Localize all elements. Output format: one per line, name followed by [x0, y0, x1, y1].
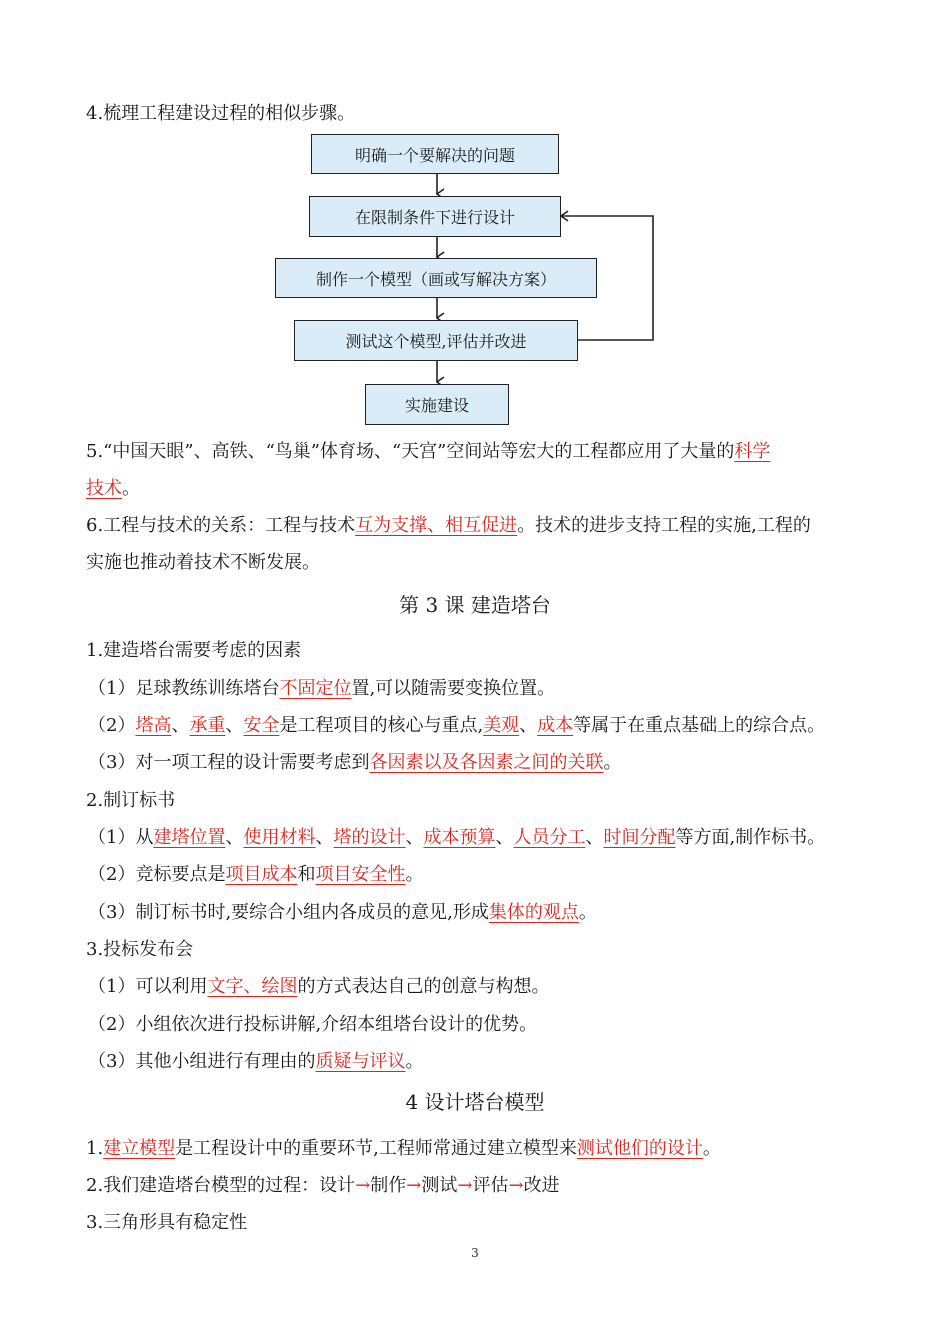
p2-make: 制作	[370, 1175, 407, 1196]
s2b-and: 和	[297, 864, 316, 885]
answer-relations: 各因素以及各因素之间的关联	[369, 752, 604, 773]
lesson-3-s3c	[88, 1049, 423, 1075]
answer-staffing: 人员分工	[513, 827, 586, 848]
p1-end: 。	[702, 1138, 721, 1159]
p2-test: 测试	[421, 1175, 458, 1196]
answer-load: 承重	[189, 715, 226, 736]
sep: 、	[315, 827, 334, 848]
item-6-rest: 。技术的进步支持工程的实施,工程的	[517, 515, 811, 536]
flow-step-3: 制作一个模型（画或写解决方案）	[275, 258, 597, 298]
lesson-3-s2: 2.制订标书	[86, 790, 176, 811]
s1b-num: （2）	[88, 715, 136, 736]
red-arrow-icon: →	[457, 1175, 473, 1196]
lesson-3-s1: 1.建造塔台需要考虑的因素	[86, 640, 302, 661]
red-arrow-icon: →	[355, 1175, 371, 1196]
answer-cost: 成本	[537, 715, 574, 736]
item-5-line-1	[86, 439, 770, 465]
item-6-line-2: 实施也推动着技术不断发展。	[86, 552, 320, 573]
flow-step-2: 在限制条件下进行设计	[309, 196, 561, 237]
s3a-text: （1）可以利用	[88, 976, 208, 997]
answer-tower-height: 塔高	[135, 715, 172, 736]
item-6-line-1	[86, 513, 811, 539]
answer-project-safety: 项目安全性	[315, 864, 406, 885]
answer-tower-design: 塔的设计	[333, 827, 406, 848]
p1-num: 1.	[86, 1138, 104, 1159]
s3c-text: （3）其他小组进行有理由的	[88, 1051, 316, 1072]
item-4: 4.梳理工程建设过程的相似步骤。	[86, 103, 356, 124]
answer-not-fixed: 不固定位	[279, 678, 352, 699]
item-6-text: 6.工程与技术的关系：工程与技术	[86, 515, 356, 536]
answer-collective-view: 集体的观点	[488, 902, 579, 923]
answer-materials: 使用材料	[243, 827, 316, 848]
answer-question-review: 质疑与评议	[315, 1051, 406, 1072]
lesson-3-s2a	[88, 825, 825, 851]
item-5-text: 5.“中国天眼”、高铁、“鸟巢”体育场、“天宫”空间站等宏大的工程都应用了大量的	[86, 441, 735, 462]
red-arrow-icon: →	[406, 1175, 422, 1196]
answer-site: 建塔位置	[153, 827, 226, 848]
s2b-end: 。	[405, 864, 424, 885]
answer-safety: 安全	[243, 715, 280, 736]
item-5-end: 。	[122, 478, 140, 499]
s2b-text: （2）竞标要点是	[88, 864, 226, 885]
lesson-3-s1c	[88, 750, 621, 776]
s1a-text: （1）足球教练训练塔台	[88, 678, 280, 699]
answer-build-model: 建立模型	[103, 1138, 176, 1159]
lesson-3-s2b	[88, 862, 423, 888]
answer-budget: 成本预算	[423, 827, 496, 848]
answer-mutual-support: 互为支撑、相互促进	[355, 515, 518, 536]
flow-step-4: 测试这个模型,评估并改进	[294, 320, 578, 361]
p1-mid: 是工程设计中的重要环节,工程师常通过建立模型来	[175, 1138, 577, 1159]
lesson-3-s3b: （2）小组依次进行投标讲解,介绍本组塔台设计的优势。	[88, 1014, 538, 1035]
sep: 、	[171, 715, 190, 736]
sep: 、	[405, 827, 424, 848]
s2c-text: （3）制订标书时,要综合小组内各成员的意见,形成	[88, 902, 489, 923]
item-5-line-2	[86, 476, 140, 502]
flow-step-1: 明确一个要解决的问题	[311, 134, 559, 174]
sep: 、	[225, 827, 244, 848]
lesson-4-p1	[86, 1136, 721, 1162]
sep: 、	[585, 827, 604, 848]
p2-improve: 改进	[523, 1175, 560, 1196]
sep: 、	[519, 715, 538, 736]
s2a-text: （1）从	[88, 827, 154, 848]
s1c-end: 。	[603, 752, 622, 773]
lesson-4-p3: 3.三角形具有稳定性	[86, 1212, 248, 1233]
page-number: 3	[471, 1246, 479, 1260]
s3c-end: 。	[405, 1051, 424, 1072]
lesson-4-p2	[86, 1173, 560, 1199]
s1a-rest: 置,可以随需要变换位置。	[351, 678, 556, 699]
s3a-rest: 的方式表达自己的创意与构想。	[297, 976, 550, 997]
lesson-3-title: 第 3 课 建造塔台	[399, 593, 551, 617]
s2a-rest: 等方面,制作标书。	[675, 827, 826, 848]
s1b-mid: 是工程项目的核心与重点,	[279, 715, 484, 736]
s2c-end: 。	[578, 902, 597, 923]
answer-beauty: 美观	[483, 715, 520, 736]
answer-project-cost: 项目成本	[225, 864, 298, 885]
answer-text-drawing: 文字、绘图	[207, 976, 298, 997]
lesson-3-s2c	[88, 900, 597, 926]
flow-step-5: 实施建设	[365, 384, 509, 425]
lesson-3-s3a	[88, 974, 549, 1000]
sep: 、	[495, 827, 514, 848]
lesson-3-s1a	[88, 676, 555, 702]
sep: 、	[225, 715, 244, 736]
answer-test-design: 测试他们的设计	[576, 1138, 703, 1159]
answer-schedule: 时间分配	[603, 827, 676, 848]
p2-text: 2.我们建造塔台模型的过程：设计	[86, 1175, 356, 1196]
lesson-3-s3: 3.投标发布会	[86, 939, 194, 960]
answer-science: 科学	[734, 441, 771, 462]
s1b-rest: 等属于在重点基础上的综合点。	[573, 715, 826, 736]
lesson-4-title: 4 设计塔台模型	[405, 1090, 545, 1114]
s1c-text: （3）对一项工程的设计需要考虑到	[88, 752, 370, 773]
lesson-3-s1b	[88, 713, 825, 739]
answer-technology: 技术	[86, 478, 122, 499]
p2-evaluate: 评估	[472, 1175, 509, 1196]
red-arrow-icon: →	[508, 1175, 524, 1196]
